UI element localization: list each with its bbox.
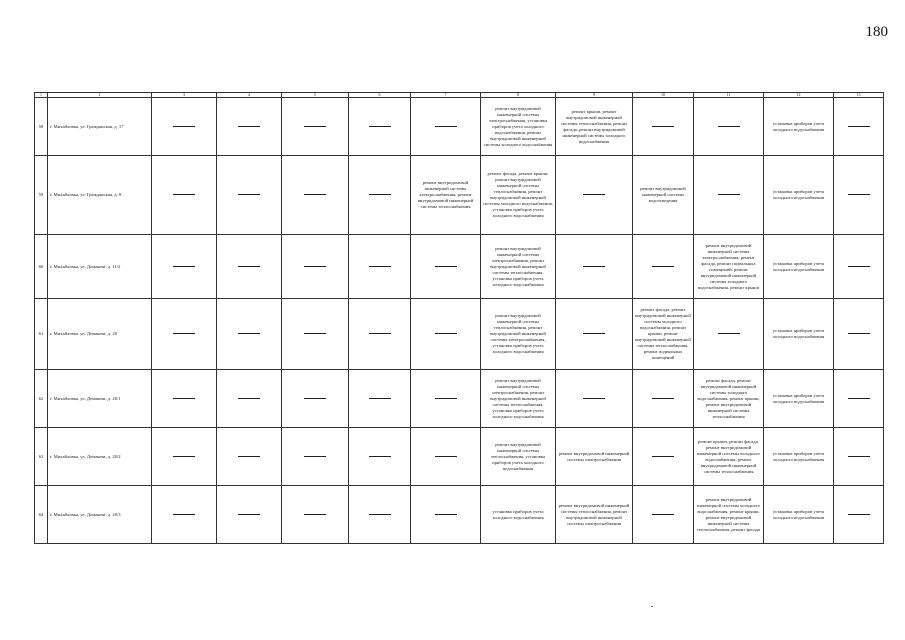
dash-mark <box>238 266 260 267</box>
dash-mark <box>848 398 870 399</box>
dash-mark <box>848 333 870 334</box>
empty-cell-dash <box>349 156 411 235</box>
empty-cell-dash <box>152 299 217 370</box>
works-cell-col9: ремонт внутридомовой инженерной системы электроснабжения <box>556 428 633 486</box>
dash-mark <box>652 266 674 267</box>
works-cell-col8: установка приборов учета холодного водоснабжения <box>481 486 556 544</box>
dash-mark <box>304 398 326 399</box>
dash-mark <box>652 398 674 399</box>
empty-cell-dash <box>152 98 217 156</box>
address-cell: г. Михайловка, ул. Гражданская, д. 17 <box>48 98 152 156</box>
empty-cell-dash <box>152 428 217 486</box>
dash-mark <box>369 398 391 399</box>
empty-cell-dash <box>556 299 633 370</box>
works-cell-col12: установка приборов учета холодного водоснабжения <box>764 299 834 370</box>
works-cell-col8: ремонт внутридомовой инженерной системы электроснабжения, ремонт внутридомовой инженерной системы теплоснабжения, установка приборов учета холодного водоснабжения <box>481 235 556 299</box>
empty-cell-dash <box>282 235 349 299</box>
dash-mark <box>173 266 195 267</box>
empty-cell-dash <box>556 235 633 299</box>
table-row <box>35 486 884 544</box>
dash-mark <box>173 194 195 195</box>
address-cell: г. Михайловка, ул. Демакова, д. 20/3 <box>48 486 152 544</box>
empty-cell-dash <box>282 299 349 370</box>
row-number: 62 <box>35 370 48 428</box>
table-row <box>35 370 884 428</box>
empty-cell-dash <box>349 299 411 370</box>
empty-cell-dash <box>633 486 694 544</box>
dash-mark <box>583 266 605 267</box>
dash-mark <box>652 126 674 127</box>
empty-cell-dash <box>282 428 349 486</box>
dash-mark <box>652 456 674 457</box>
empty-cell-dash <box>633 98 694 156</box>
dash-mark <box>173 333 195 334</box>
works-cell-col10: ремонт фасада, ремонт внутридомовой инженерной системы холодного водоснабжения, ремонт крыши, ремонт внутридомовой инженерной системы теплоснабжения, ремонт подвальных помещений <box>633 299 694 370</box>
empty-cell-dash <box>694 156 764 235</box>
works-cell-col12: установка приборов учета холодного водоснабжения <box>764 486 834 544</box>
empty-cell-dash <box>633 370 694 428</box>
page-number: 180 <box>865 24 888 40</box>
dash-mark <box>848 126 870 127</box>
empty-cell-dash <box>411 299 481 370</box>
works-cell-col8: ремонт внутридомовой инженерной системы электроснабжения, установка приборов учета холодного водоснабжения, ремонт внутридомовой инженерной системы холодного водоснабжения <box>481 98 556 156</box>
empty-cell-dash <box>349 98 411 156</box>
column-number: 3 <box>152 93 217 98</box>
row-number: 61 <box>35 299 48 370</box>
table-row <box>35 98 884 156</box>
works-cell-col9: ремонт внутридомовой инженерной системы теплоснабжения, ремонт внутридомовой инженерной системы электроснабжения <box>556 486 633 544</box>
dash-mark <box>369 194 391 195</box>
dash-mark <box>435 398 457 399</box>
address-cell: г. Михайловка, ул. Демакова, д. 20/2 <box>48 428 152 486</box>
dash-mark <box>369 456 391 457</box>
row-number: 63 <box>35 428 48 486</box>
row-number: 59 <box>35 156 48 235</box>
address-cell: г. Михайловка, ул. Демакова, д. 11/2 <box>48 235 152 299</box>
empty-cell-dash <box>282 486 349 544</box>
empty-cell-dash <box>556 156 633 235</box>
dash-mark <box>173 398 195 399</box>
dash-mark <box>435 266 457 267</box>
works-cell-col12: установка приборов учета холодного водоснабжения <box>764 428 834 486</box>
empty-cell-dash <box>834 486 884 544</box>
dash-mark <box>718 194 740 195</box>
dash-mark <box>718 333 740 334</box>
empty-cell-dash <box>349 370 411 428</box>
dash-mark <box>369 126 391 127</box>
dash-mark <box>173 126 195 127</box>
empty-cell-dash <box>217 370 282 428</box>
works-cell-col10: ремонт внутридомовой инженерной системы водоотведения <box>633 156 694 235</box>
address-cell: г. Михайловка, ул. Демакова, д. 20 <box>48 299 152 370</box>
table-row <box>35 299 884 370</box>
works-cell-col8: ремонт фасада, ремонт крыши, ремонт внутридомовой инженерной системы теплоснабжения, ремонт внутридомовой инженерной системы холодного водоснабжения, установка приборов учета холодного водоснабжения <box>481 156 556 235</box>
works-cell-col11: ремонт крыши, ремонт фасада, ремонт внутридомовой инженерной системы холодного водоснабжения, ремонт внутридомовой инженерной системы теплоснабжения <box>694 428 764 486</box>
empty-cell-dash <box>834 370 884 428</box>
table-row <box>35 235 884 299</box>
empty-cell-dash <box>217 428 282 486</box>
works-cell-col11: ремонт внутридомовой инженерной системы электроснабжения, ремонт фасада, ремонт подвальных помещений, ремонт внутридомовой инженерной системы холодного водоснабжения, ремонт крыши <box>694 235 764 299</box>
dash-mark <box>848 266 870 267</box>
works-cell-col12: установка приборов учета холодного водоснабжения <box>764 98 834 156</box>
empty-cell-dash <box>217 98 282 156</box>
column-number: 11 <box>694 93 764 98</box>
works-cell-col8: ремонт внутридомовой инженерной системы электроснабжения, ремонт внутридомовой инженерной системы теплоснабжения, установка приборов учета холодного водоснабжения <box>481 370 556 428</box>
empty-cell-dash <box>411 98 481 156</box>
empty-cell-dash <box>834 428 884 486</box>
column-number: 10 <box>633 93 694 98</box>
dash-mark <box>304 266 326 267</box>
empty-cell-dash <box>282 98 349 156</box>
dash-mark <box>304 456 326 457</box>
column-number: 6 <box>349 93 411 98</box>
dash-mark <box>583 333 605 334</box>
row-number: 60 <box>35 235 48 299</box>
empty-cell-dash <box>217 486 282 544</box>
column-number: 1 <box>35 93 48 98</box>
scan-speck <box>651 606 653 607</box>
empty-cell-dash <box>349 235 411 299</box>
empty-cell-dash <box>282 156 349 235</box>
dash-mark <box>848 194 870 195</box>
repair-schedule-table <box>34 92 884 544</box>
column-number: 9 <box>556 93 633 98</box>
dash-mark <box>304 126 326 127</box>
works-cell-col11: ремонт внутридомовой инженерной системы холодного водоснабжения, ремонт крыши, ремонт внутридомовой инженерной системы теплоснабжения, ремонт фасада <box>694 486 764 544</box>
address-cell: г. Михайловка, ул. Демакова, д. 20/1 <box>48 370 152 428</box>
dash-mark <box>304 333 326 334</box>
column-number: 2 <box>48 93 152 98</box>
works-cell-col12: установка приборов учета холодного водоснабжения <box>764 235 834 299</box>
dash-mark <box>435 126 457 127</box>
empty-cell-dash <box>694 98 764 156</box>
empty-cell-dash <box>834 98 884 156</box>
dash-mark <box>435 456 457 457</box>
works-cell-col12: установка приборов учета холодного водоснабжения <box>764 156 834 235</box>
dash-mark <box>369 266 391 267</box>
empty-cell-dash <box>152 235 217 299</box>
empty-cell-dash <box>152 156 217 235</box>
empty-cell-dash <box>556 370 633 428</box>
dash-mark <box>238 398 260 399</box>
empty-cell-dash <box>633 235 694 299</box>
empty-cell-dash <box>152 486 217 544</box>
empty-cell-dash <box>217 235 282 299</box>
column-number: 13 <box>834 93 884 98</box>
dash-mark <box>304 194 326 195</box>
dash-mark <box>583 194 605 195</box>
empty-cell-dash <box>217 299 282 370</box>
dash-mark <box>238 333 260 334</box>
table-row <box>35 156 884 235</box>
empty-cell-dash <box>834 235 884 299</box>
row-number: 58 <box>35 98 48 156</box>
works-cell-col7: ремонт внутридомовой инженерной системы электроснабжения, ремонт внутридомовой инженерной системы теплоснабжения <box>411 156 481 235</box>
dash-mark <box>583 398 605 399</box>
empty-cell-dash <box>411 235 481 299</box>
works-cell-col11: ремонт фасада, ремонт внутридомовой инженерной системы холодного водоснабжения, ремонт крыши, ремонт внутридомовой инженерной системы теплоснабжения <box>694 370 764 428</box>
works-cell-col9: ремонт крыши, ремонт внутридомовой инженерной системы теплоснабжения, ремонт фасада, ремонт внутридомовой инженерной системы холодного водоснабжения <box>556 98 633 156</box>
dash-mark <box>304 514 326 515</box>
column-number: 5 <box>282 93 349 98</box>
empty-cell-dash <box>411 428 481 486</box>
empty-cell-dash <box>834 299 884 370</box>
works-cell-col8: ремонт внутридомовой инженерной системы теплоснабжения, установка приборов учета холодного водоснабжения <box>481 428 556 486</box>
dash-mark <box>369 333 391 334</box>
dash-mark <box>238 514 260 515</box>
dash-mark <box>173 456 195 457</box>
dash-mark <box>238 456 260 457</box>
empty-cell-dash <box>152 370 217 428</box>
table-row <box>35 428 884 486</box>
dash-mark <box>238 126 260 127</box>
empty-cell-dash <box>282 370 349 428</box>
address-cell: г. Михайловка, ул. Гражданская, д. 8 <box>48 156 152 235</box>
empty-cell-dash <box>411 370 481 428</box>
dash-mark <box>848 514 870 515</box>
empty-cell-dash <box>834 156 884 235</box>
empty-cell-dash <box>694 299 764 370</box>
row-number: 64 <box>35 486 48 544</box>
dash-mark <box>369 514 391 515</box>
dash-mark <box>435 514 457 515</box>
dash-mark <box>652 514 674 515</box>
works-cell-col12: установка приборов учета холодного водоснабжения <box>764 370 834 428</box>
column-number: 12 <box>764 93 834 98</box>
dash-mark <box>238 194 260 195</box>
empty-cell-dash <box>349 486 411 544</box>
empty-cell-dash <box>349 428 411 486</box>
column-number: 7 <box>411 93 481 98</box>
works-cell-col8: ремонт внутридомовой инженерной системы теплоснабжения, ремонт внутридомовой инженерной системы электроснабжения, установка приборов учета холодного водоснабжения <box>481 299 556 370</box>
empty-cell-dash <box>217 156 282 235</box>
dash-mark <box>848 456 870 457</box>
dash-mark <box>435 333 457 334</box>
dash-mark <box>718 126 740 127</box>
column-number: 8 <box>481 93 556 98</box>
empty-cell-dash <box>633 428 694 486</box>
column-number: 4 <box>217 93 282 98</box>
dash-mark <box>173 514 195 515</box>
empty-cell-dash <box>411 486 481 544</box>
